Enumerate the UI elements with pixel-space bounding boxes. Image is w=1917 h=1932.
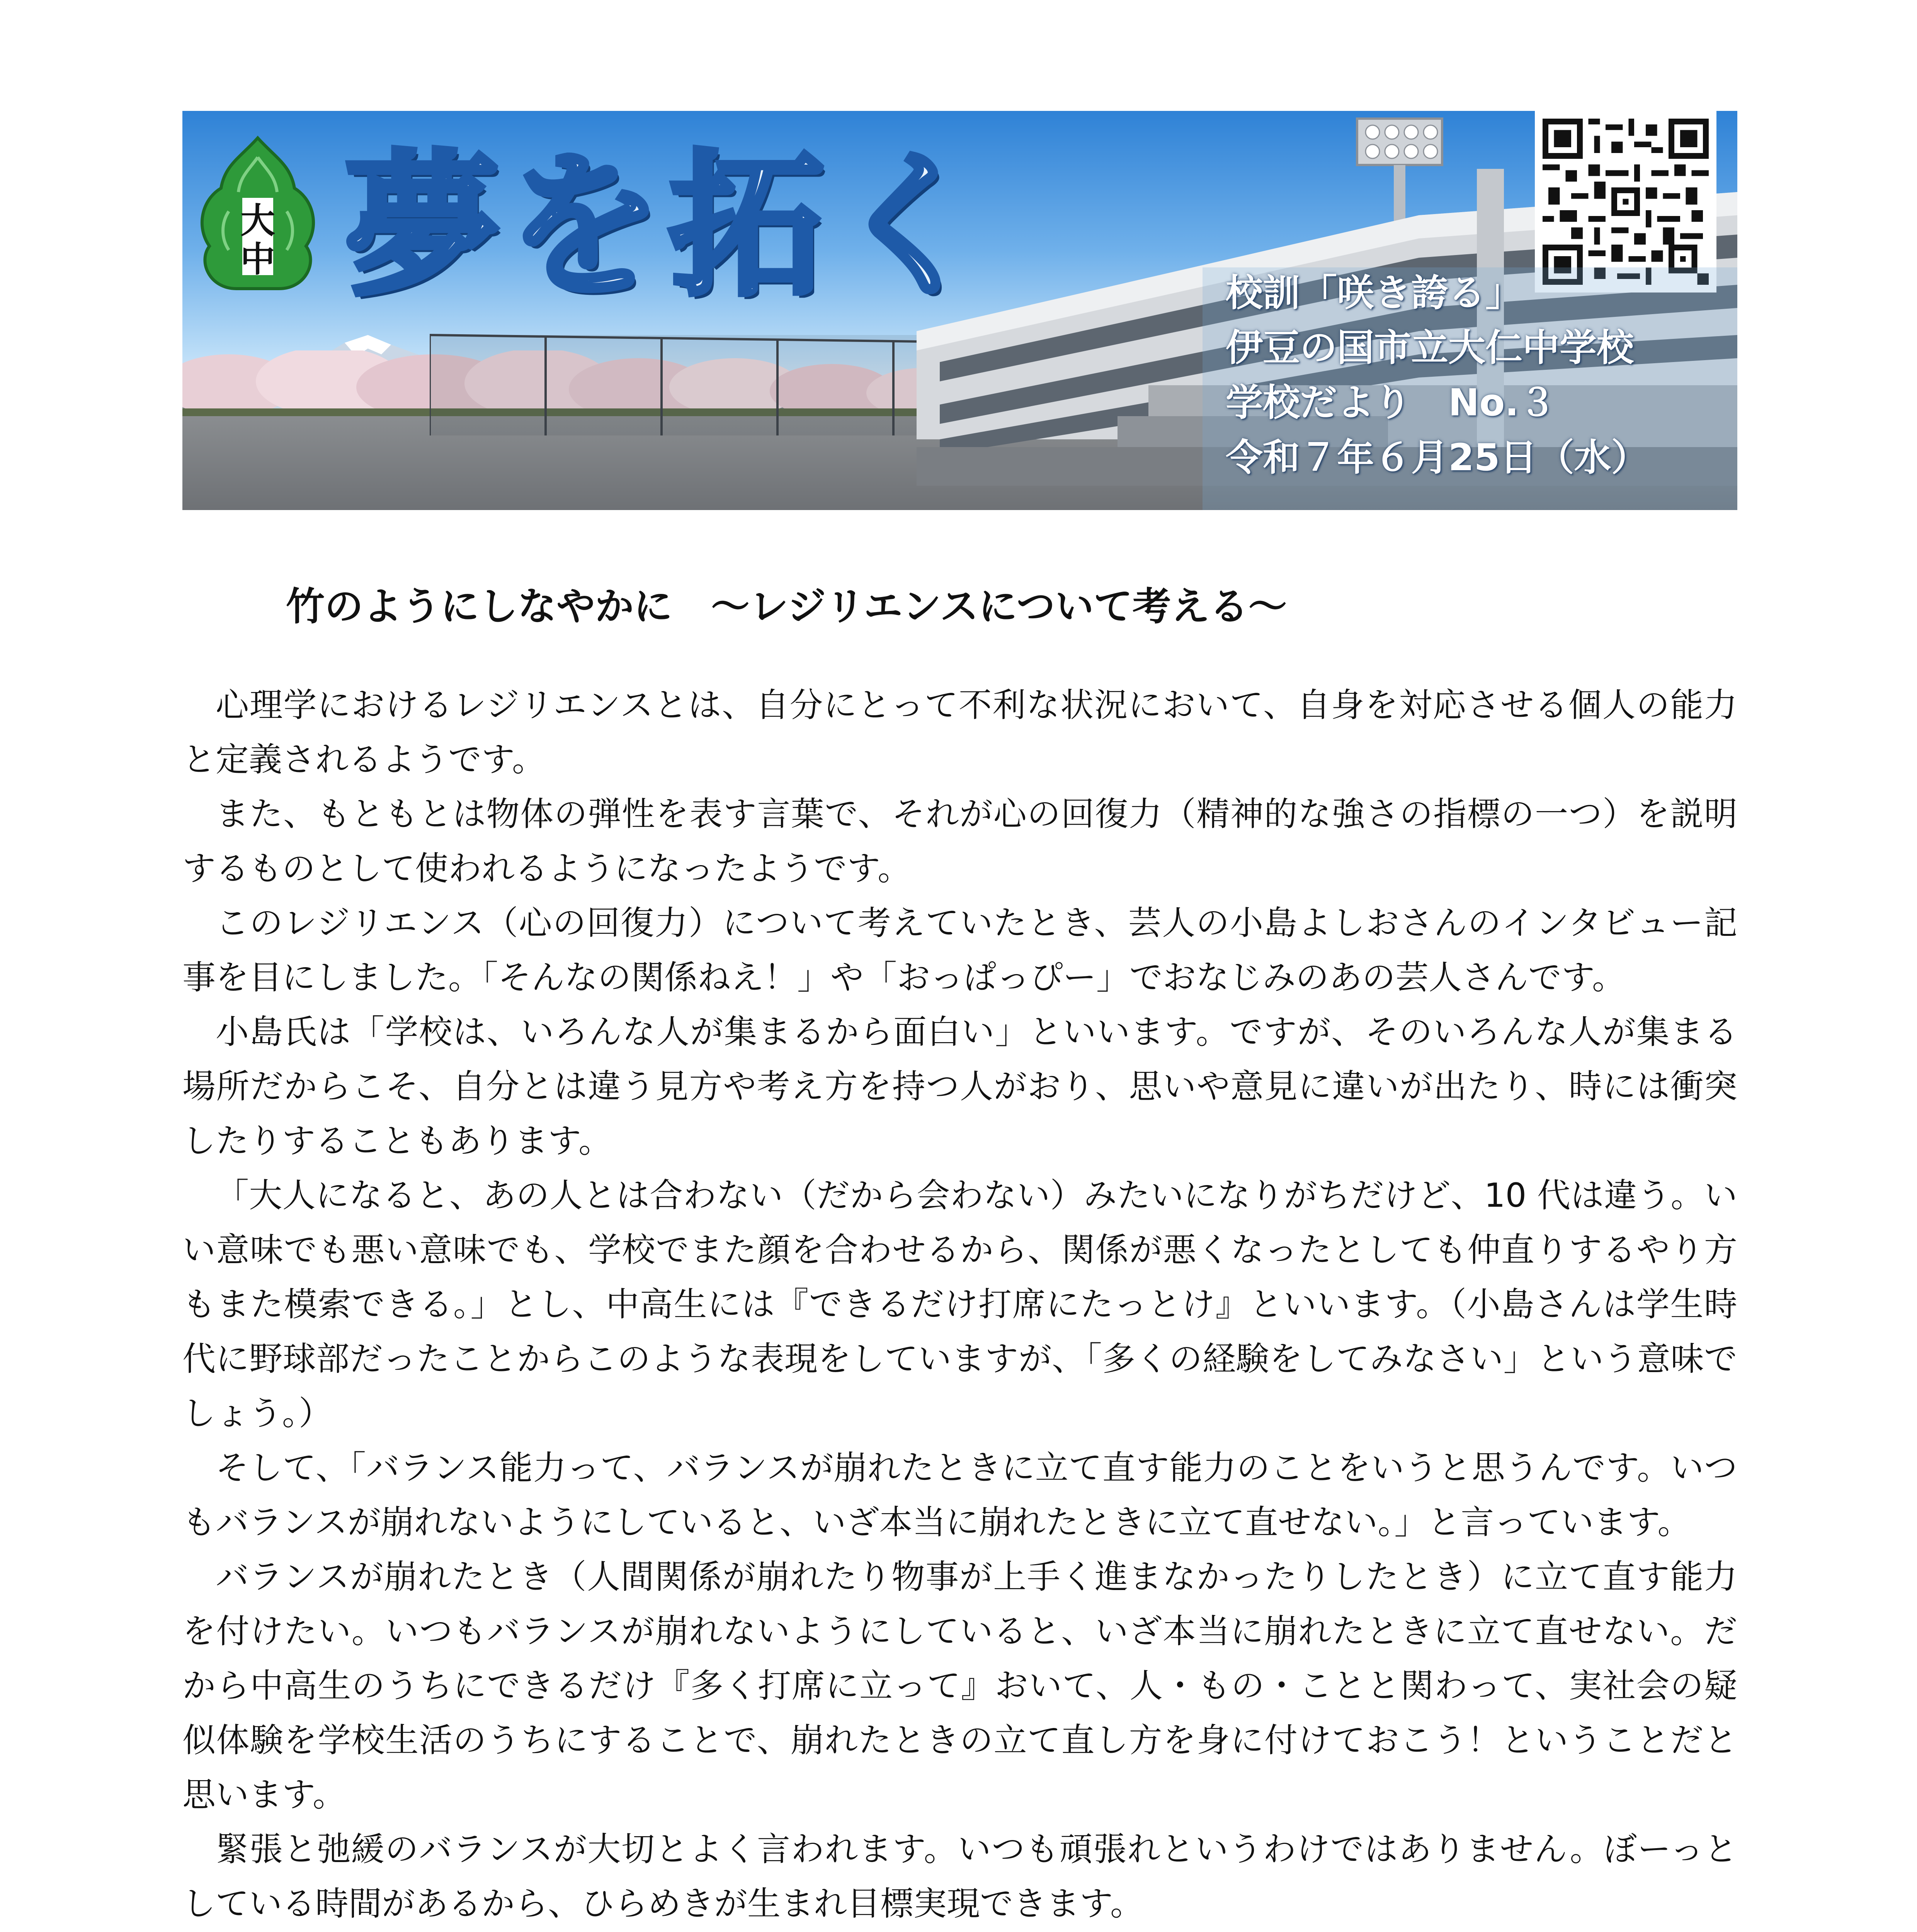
- paragraph: バランスが崩れたとき（人間関係が崩れたり物事が上手く進まなかったりしたとき）に立て直す能力を付けたい。いつもバランスが崩れないようにしていると、いざ本当に崩れたときに立て直せない。だから中高生のうちにできるだけ『多く打席に立って』おいて、人・もの・ことと関わって、実社会の疑似体験を学校生活のうちにすることで、崩れたときの立て直し方を身に付けておこう！ということだと思います。: [182, 1558, 1737, 1814]
- issue-info: [1226, 265, 1737, 485]
- paragraph: 緊張と弛緩のバランスが大切とよく言われます。いつも頑張れというわけではありません。ぼーっとしている時間があるから、ひらめきが生まれ目標実現できます。: [182, 1830, 1737, 1923]
- newsletter-title: 夢を拓く: [345, 137, 994, 316]
- svg-text:中: 中: [240, 239, 275, 280]
- paragraph: 小島氏は「学校は、いろんな人が集まるから面白い」といいます。ですが、そのいろんな人が集まる場所だからこそ、自分とは違う見方や考え方を持つ人がおり、思いや意見に違いが出たり、時には衝突したりすることもあります。: [182, 1013, 1737, 1160]
- emblem-text: 大: [240, 201, 275, 241]
- article-headline: 竹のようにしなやかに ～レジリエンスについて考える～: [286, 584, 1287, 629]
- school-motto: 校訓「咲き誇る」: [1226, 271, 1522, 315]
- paragraph: そして、「バランス能力って、バランスが崩れたときに立て直す能力のことをいうと思うんです。いつもバランスが崩れないようにしていると、いざ本当に崩れたときに立て直せない。」と言っています。: [182, 1449, 1737, 1542]
- paragraph: このレジリエンス（心の回復力）について考えていたとき、芸人の小島よしおさんのインタビュー記事を目にしました。「そんなの関係ねえ！」や「おっぱっぴー」でおなじみのあの芸人さんです。: [182, 904, 1737, 997]
- school-emblem-icon: [194, 134, 321, 300]
- issue-date: 令和７年６月25日（水）: [1226, 436, 1648, 479]
- header-banner: [182, 111, 1737, 510]
- issue-number: 学校だより No.３: [1226, 381, 1556, 424]
- article-body: [182, 678, 1737, 1932]
- paragraph: 「大人になると、あの人とは合わない（だから会わない）みたいになりがちだけど、10 代は違う。いい意味でも悪い意味でも、学校でまた顔を合わせるから、関係が悪くなったとしても仲直りするやり方もまた模索できる。」とし、中高生には『できるだけ打席にたっとけ』といいます。（小島さんは学生時代に野球部だったことからこのような表現をしていますが、「多くの経験をしてみなさい」という意味でしょう。）: [182, 1176, 1737, 1433]
- paragraph: また、もともとは物体の弾性を表す言葉で、それが心の回復力（精神的な強さの指標の一つ）を説明するものとして使われるようになったようです。: [182, 795, 1737, 888]
- paragraph: 心理学におけるレジリエンスとは、自分にとって不利な状況において、自身を対応させる個人の能力と定義されるようです。: [182, 686, 1737, 779]
- qr-code-icon: [1543, 119, 1709, 285]
- school-name: 伊豆の国市立大仁中学校: [1226, 326, 1634, 369]
